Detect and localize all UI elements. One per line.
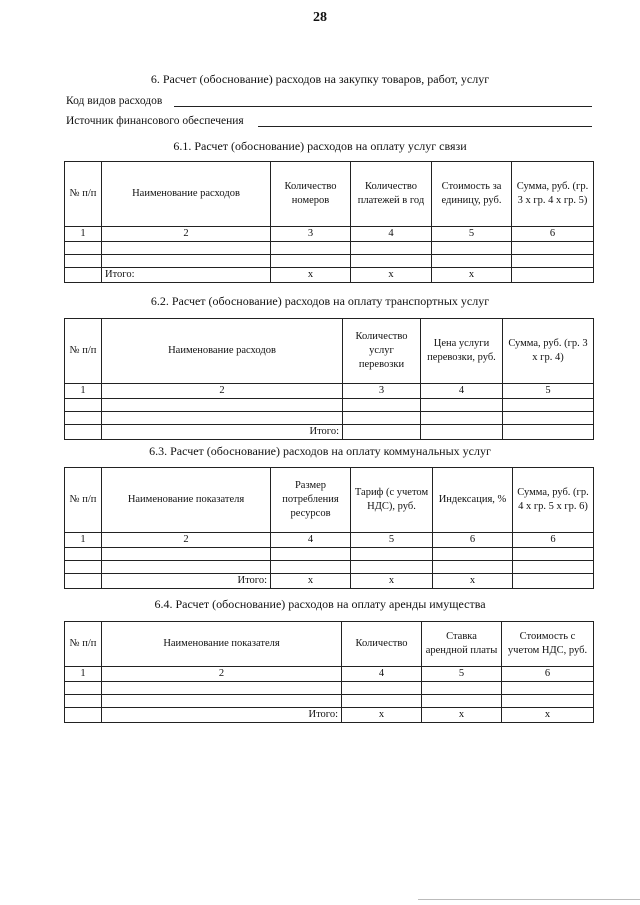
table-6-3 xyxy=(64,467,594,589)
table-cell[interactable] xyxy=(102,255,271,268)
table-cell[interactable] xyxy=(65,412,102,425)
table-cell[interactable] xyxy=(433,561,513,574)
table-cell[interactable] xyxy=(65,548,102,561)
t62-total-cell[interactable] xyxy=(343,425,421,440)
t61-num-cell: 5 xyxy=(432,227,512,242)
table-cell[interactable] xyxy=(351,242,432,255)
t62-num-cell: 1 xyxy=(65,384,102,399)
table-6-4-column-numbers xyxy=(65,667,594,682)
t63-header-cell: Наименование показателя xyxy=(102,468,271,533)
t64-total-cell xyxy=(65,708,102,723)
t61-num-cell: 4 xyxy=(351,227,432,242)
t61-header-cell: Количество платежей в год xyxy=(351,162,432,227)
t64-num-cell: 4 xyxy=(342,667,422,682)
table-6-3-column-numbers xyxy=(65,533,594,548)
page-number: 28 xyxy=(313,10,327,25)
t63-total-cell xyxy=(65,574,102,589)
table-cell[interactable] xyxy=(503,399,594,412)
t64-header-cell: № п/п xyxy=(65,622,102,667)
table-cell[interactable] xyxy=(65,695,102,708)
table-cell[interactable] xyxy=(102,695,342,708)
table-cell[interactable] xyxy=(342,695,422,708)
field-expense-code xyxy=(66,94,592,107)
table-6-1-title: 6.1. Расчет (обоснование) расходов на оплату услуг связи xyxy=(173,139,467,153)
table-cell[interactable] xyxy=(502,682,594,695)
t64-num-cell: 1 xyxy=(65,667,102,682)
table-cell[interactable] xyxy=(343,412,421,425)
table-6-3-title: 6.3. Расчет (обоснование) расходов на оплату коммунальных услуг xyxy=(149,444,491,458)
t62-header-cell: Наименование расходов xyxy=(102,319,343,384)
t63-num-cell: 4 xyxy=(271,533,351,548)
t62-num-cell: 2 xyxy=(102,384,343,399)
table-cell[interactable] xyxy=(102,399,343,412)
t61-header-cell: Сумма, руб. (гр. 3 х гр. 4 х гр. 5) xyxy=(512,162,594,227)
t61-header-cell: Наименование расходов xyxy=(102,162,271,227)
t64-header-cell: Ставка арендной платы xyxy=(422,622,502,667)
t62-total-cell xyxy=(65,425,102,440)
t61-total-cell[interactable] xyxy=(512,268,594,283)
t62-total-cell[interactable] xyxy=(421,425,503,440)
table-cell[interactable] xyxy=(102,548,271,561)
table-cell[interactable] xyxy=(351,548,433,561)
table-cell[interactable] xyxy=(351,561,433,574)
t63-total-cell[interactable] xyxy=(513,574,594,589)
table-cell[interactable] xyxy=(65,242,102,255)
t64-total-cell: x xyxy=(422,708,502,723)
t62-header-cell: № п/п xyxy=(65,319,102,384)
t63-header-cell: Размер потребления ресурсов xyxy=(271,468,351,533)
table-cell[interactable] xyxy=(65,561,102,574)
table-6-1-total-row xyxy=(65,268,594,283)
t62-header-cell: Количество услуг перевозки xyxy=(343,319,421,384)
t63-header-cell: Тариф (с учетом НДС), руб. xyxy=(351,468,433,533)
table-cell[interactable] xyxy=(513,548,594,561)
t64-total-cell: x xyxy=(502,708,594,723)
table-row xyxy=(65,399,594,412)
t62-total-cell[interactable] xyxy=(503,425,594,440)
t64-header-cell: Количество xyxy=(342,622,422,667)
table-cell[interactable] xyxy=(503,412,594,425)
t61-num-cell: 2 xyxy=(102,227,271,242)
t63-header-cell: Индексация, % xyxy=(433,468,513,533)
section-6-title: 6. Расчет (обоснование) расходов на закупку товаров, работ, услуг xyxy=(150,72,490,86)
t61-total-cell: x xyxy=(351,268,432,283)
t64-header-cell: Стоимость с учетом НДС, руб. xyxy=(502,622,594,667)
t64-num-cell: 2 xyxy=(102,667,342,682)
t63-total-cell: x xyxy=(433,574,513,589)
table-6-2-total-row xyxy=(65,425,594,440)
table-cell[interactable] xyxy=(422,695,502,708)
t64-total-label: Итого: xyxy=(102,708,342,723)
page-edge-line xyxy=(418,899,640,900)
table-6-4 xyxy=(64,621,594,723)
t61-num-cell: 3 xyxy=(271,227,351,242)
table-cell[interactable] xyxy=(102,682,342,695)
t63-num-cell: 6 xyxy=(433,533,513,548)
t63-num-cell: 5 xyxy=(351,533,433,548)
t63-num-cell: 2 xyxy=(102,533,271,548)
t63-total-cell: x xyxy=(271,574,351,589)
t61-total-cell: x xyxy=(271,268,351,283)
table-6-2-header xyxy=(65,319,594,384)
table-cell[interactable] xyxy=(271,561,351,574)
table-6-1-header xyxy=(65,162,594,227)
table-cell[interactable] xyxy=(271,242,351,255)
table-cell[interactable] xyxy=(102,242,271,255)
t62-header-cell: Цена услуги перевозки, руб. xyxy=(421,319,503,384)
t61-total-cell: x xyxy=(432,268,512,283)
t64-num-cell: 5 xyxy=(422,667,502,682)
table-6-4-title: 6.4. Расчет (обоснование) расходов на оплату аренды имущества xyxy=(154,597,486,611)
table-row xyxy=(65,412,594,425)
t61-header-cell: Количество номеров xyxy=(271,162,351,227)
table-cell[interactable] xyxy=(513,561,594,574)
table-cell[interactable] xyxy=(422,682,502,695)
field-expense-code-label: Код видов расходов xyxy=(66,95,163,107)
t61-total-cell xyxy=(65,268,102,283)
table-cell[interactable] xyxy=(512,242,594,255)
table-cell[interactable] xyxy=(421,412,503,425)
t63-total-cell: x xyxy=(351,574,433,589)
table-6-3-total-row xyxy=(65,574,594,589)
table-cell[interactable] xyxy=(65,255,102,268)
t62-total-label: Итого: xyxy=(102,425,343,440)
table-cell[interactable] xyxy=(343,399,421,412)
table-6-2-title: 6.2. Расчет (обоснование) расходов на оплату транспортных услуг xyxy=(150,294,490,308)
table-cell[interactable] xyxy=(271,548,351,561)
table-cell[interactable] xyxy=(432,242,512,255)
t62-num-cell: 5 xyxy=(503,384,594,399)
field-expense-code-line xyxy=(174,94,592,107)
t61-num-cell: 1 xyxy=(65,227,102,242)
table-cell[interactable] xyxy=(512,255,594,268)
table-6-4-total-row xyxy=(65,708,594,723)
table-6-2-column-numbers xyxy=(65,384,594,399)
table-row xyxy=(65,242,594,255)
table-cell[interactable] xyxy=(421,399,503,412)
table-row xyxy=(65,695,594,708)
table-cell[interactable] xyxy=(102,561,271,574)
t64-num-cell: 6 xyxy=(502,667,594,682)
table-6-2 xyxy=(64,318,594,440)
t63-num-cell: 1 xyxy=(65,533,102,548)
table-6-3-header xyxy=(65,468,594,533)
table-row xyxy=(65,561,594,574)
table-cell[interactable] xyxy=(351,255,432,268)
table-6-1 xyxy=(64,161,594,283)
field-funding-source xyxy=(66,114,592,127)
table-cell[interactable] xyxy=(65,682,102,695)
table-6-1-column-numbers xyxy=(65,227,594,242)
t62-num-cell: 3 xyxy=(343,384,421,399)
t63-total-label: Итого: xyxy=(102,574,271,589)
table-cell[interactable] xyxy=(342,682,422,695)
t64-header-cell: Наименование показателя xyxy=(102,622,342,667)
t62-num-cell: 4 xyxy=(421,384,503,399)
table-cell[interactable] xyxy=(65,399,102,412)
table-cell[interactable] xyxy=(432,255,512,268)
table-row xyxy=(65,255,594,268)
field-funding-source-label: Источник финансового обеспечения xyxy=(66,115,244,127)
table-6-4-header xyxy=(65,622,594,667)
t61-total-label: Итого: xyxy=(102,268,271,283)
table-cell[interactable] xyxy=(433,548,513,561)
field-funding-source-line xyxy=(258,114,592,127)
t64-total-cell: x xyxy=(342,708,422,723)
t63-header-cell: Сумма, руб. (гр. 4 х гр. 5 х гр. 6) xyxy=(513,468,594,533)
t61-header-cell: № п/п xyxy=(65,162,102,227)
table-row xyxy=(65,682,594,695)
table-cell[interactable] xyxy=(102,412,343,425)
table-row xyxy=(65,548,594,561)
table-cell[interactable] xyxy=(502,695,594,708)
t63-header-cell: № п/п xyxy=(65,468,102,533)
t61-num-cell: 6 xyxy=(512,227,594,242)
t62-header-cell: Сумма, руб. (гр. 3 х гр. 4) xyxy=(503,319,594,384)
t61-header-cell: Стоимость за единицу, руб. xyxy=(432,162,512,227)
table-cell[interactable] xyxy=(271,255,351,268)
t63-num-cell: 6 xyxy=(513,533,594,548)
